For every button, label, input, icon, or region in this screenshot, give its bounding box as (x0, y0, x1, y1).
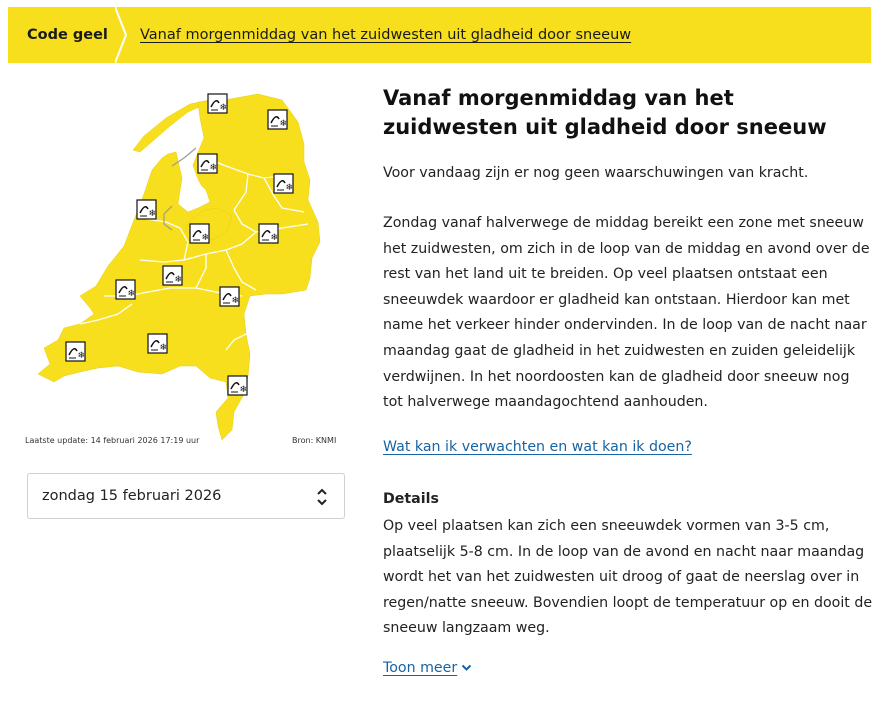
wadden-islands (133, 100, 210, 152)
svg-text:❄: ❄ (148, 209, 157, 219)
last-update-text: Laatste update: 14 februari 2026 17:19 uur (25, 436, 200, 445)
svg-text:❄: ❄ (174, 275, 183, 285)
article (383, 82, 873, 676)
show-more-label: Toon meer (383, 660, 458, 676)
show-more-link[interactable] (383, 660, 472, 676)
chevron-down-icon (461, 664, 472, 672)
snow-slippery-road-icon (190, 224, 209, 243)
banner-chevron-divider (115, 7, 127, 63)
snow-slippery-road-icon (66, 342, 85, 361)
snow-slippery-road-icon (208, 94, 227, 113)
snow-slippery-road-icon (220, 287, 239, 306)
svg-text:❄: ❄ (285, 183, 294, 193)
svg-text:❄: ❄ (270, 233, 279, 243)
snow-slippery-road-icon (259, 224, 278, 243)
snow-slippery-road-icon (116, 280, 135, 299)
intro-text: Voor vandaag zijn er nog geen waarschuwingen van kracht. (383, 165, 809, 181)
date-select[interactable] (27, 473, 345, 519)
svg-text:❄: ❄ (209, 163, 218, 173)
snow-slippery-road-icon (274, 174, 293, 193)
snow-slippery-road-icon (228, 376, 247, 395)
svg-text:❄: ❄ (239, 385, 248, 395)
svg-text:❄: ❄ (77, 351, 86, 361)
svg-text:❄: ❄ (201, 233, 210, 243)
snow-slippery-road-icon (137, 200, 156, 219)
svg-text:❄: ❄ (127, 289, 136, 299)
svg-text:❄: ❄ (159, 343, 168, 353)
snow-slippery-road-icon (198, 154, 217, 173)
code-level-label (8, 7, 126, 63)
details-heading: Details (383, 491, 439, 507)
select-arrows-icon (316, 487, 328, 507)
code-level-text: Code geel (27, 27, 108, 43)
expect-link[interactable]: Wat kan ik verwachten en wat kan ik doen? (383, 439, 692, 455)
svg-text:❄: ❄ (231, 296, 240, 306)
body-text: Zondag vanaf halverwege de middag bereikt een zone met sneeuw het zuidwesten, om zich in de loop van de middag en avond over de rest van het land uit te breiden. Op veel plaatsen ontstaat een sneeuwdek waardoor er gladheid kan ontstaan. Hierdoor kan met name het verkeer hinder ondervinden. In de loop van de nacht naar maandag gaat de gladheid in het zuidwesten en zuiden geleidelijk verdwijnen. In het noordoosten kan de gladheid door sneeuw nog tot halverwege maandagochtend aanhouden. (383, 215, 870, 411)
snow-slippery-road-icon (148, 334, 167, 353)
snow-slippery-road-icon (163, 266, 182, 285)
svg-text:❄: ❄ (219, 103, 228, 113)
source-text: Bron: KNMI (292, 436, 337, 445)
svg-text:❄: ❄ (279, 119, 288, 129)
article-title: Vanaf morgenmiddag van het zuidwesten uit gladheid door sneeuw (383, 86, 827, 139)
warning-banner (8, 7, 871, 63)
netherlands-warning-map (20, 82, 350, 452)
snow-slippery-road-icon (268, 110, 287, 129)
date-select-value: zondag 15 februari 2026 (42, 488, 222, 504)
banner-headline-link[interactable]: Vanaf morgenmiddag van het zuidwesten uit gladheid door sneeuw (140, 27, 632, 43)
details-text: Op veel plaatsen kan zich een sneeuwdek vormen van 3-5 cm, plaatselijk 5-8 cm. In de loop van de avond en nacht naar maandag wordt het van het zuidwesten uit droog of gaat de neerslag over in regen/natte sneeuw. Bovendien loopt de temperatuur op en dooit de sneeuw langzaam weg. (383, 518, 873, 637)
